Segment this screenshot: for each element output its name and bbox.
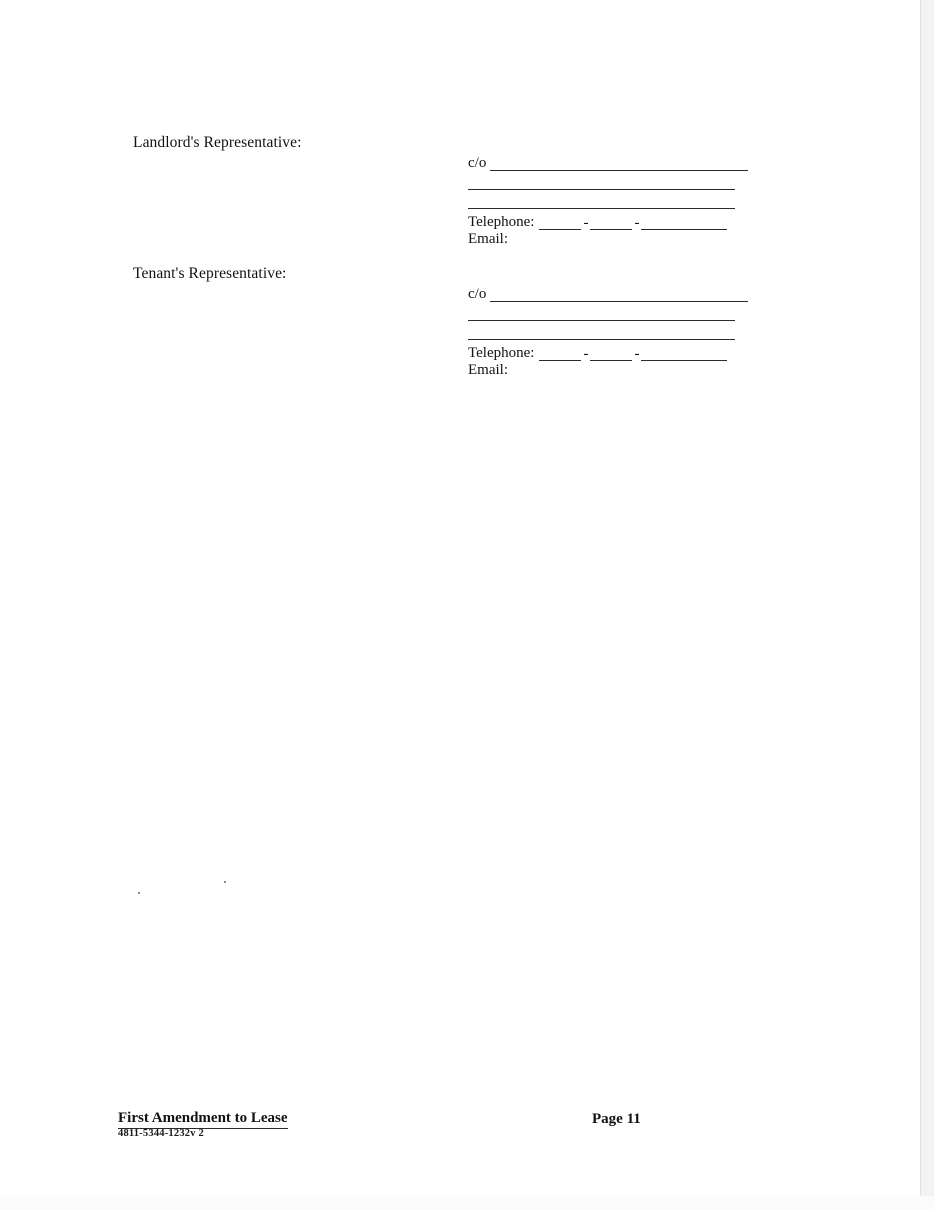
landlord-telephone-area-code[interactable]	[539, 217, 581, 230]
landlord-address-rule-1[interactable]	[468, 171, 735, 190]
tenant-telephone-dash-2: -	[634, 346, 640, 362]
landlord-co-rule[interactable]	[490, 157, 748, 171]
tenant-email-label: Email:	[468, 362, 508, 378]
landlord-address-rule-2[interactable]	[468, 190, 735, 209]
tenant-co-label: c/o	[468, 286, 487, 302]
tenant-address-rule-2[interactable]	[468, 321, 735, 340]
landlord-representative-label: Landlord's Representative:	[133, 134, 302, 151]
footer-document-id: 4811-5344-1232v 2	[118, 1128, 204, 1139]
tenant-telephone-label: Telephone:	[468, 345, 535, 361]
landlord-telephone-line[interactable]	[641, 217, 727, 230]
tenant-co-rule[interactable]	[490, 288, 748, 302]
tenant-telephone-row	[468, 341, 748, 361]
landlord-telephone-dash-2: -	[634, 215, 640, 231]
scan-edge-bottom	[0, 1196, 934, 1210]
tenant-telephone-line[interactable]	[641, 348, 727, 361]
landlord-telephone-label: Telephone:	[468, 214, 535, 230]
scan-speck	[224, 881, 226, 883]
footer-page-number: Page 11	[592, 1111, 641, 1127]
landlord-co-row	[468, 152, 748, 171]
tenant-telephone-dash-1: -	[583, 346, 589, 362]
tenant-telephone-area-code[interactable]	[539, 348, 581, 361]
tenant-co-row	[468, 283, 748, 302]
landlord-representative-fields	[468, 152, 748, 248]
scan-speck	[138, 892, 140, 894]
tenant-representative-fields	[468, 283, 748, 379]
tenant-address-rule-1[interactable]	[468, 302, 735, 321]
tenant-telephone-prefix[interactable]	[590, 348, 632, 361]
landlord-email-label: Email:	[468, 231, 508, 247]
tenant-representative-label: Tenant's Representative:	[133, 265, 287, 282]
landlord-telephone-dash-1: -	[583, 215, 589, 231]
scan-edge-right	[920, 0, 934, 1210]
footer-document-title: First Amendment to Lease	[118, 1110, 288, 1129]
landlord-telephone-row	[468, 210, 748, 230]
landlord-telephone-prefix[interactable]	[590, 217, 632, 230]
landlord-co-label: c/o	[468, 155, 487, 171]
